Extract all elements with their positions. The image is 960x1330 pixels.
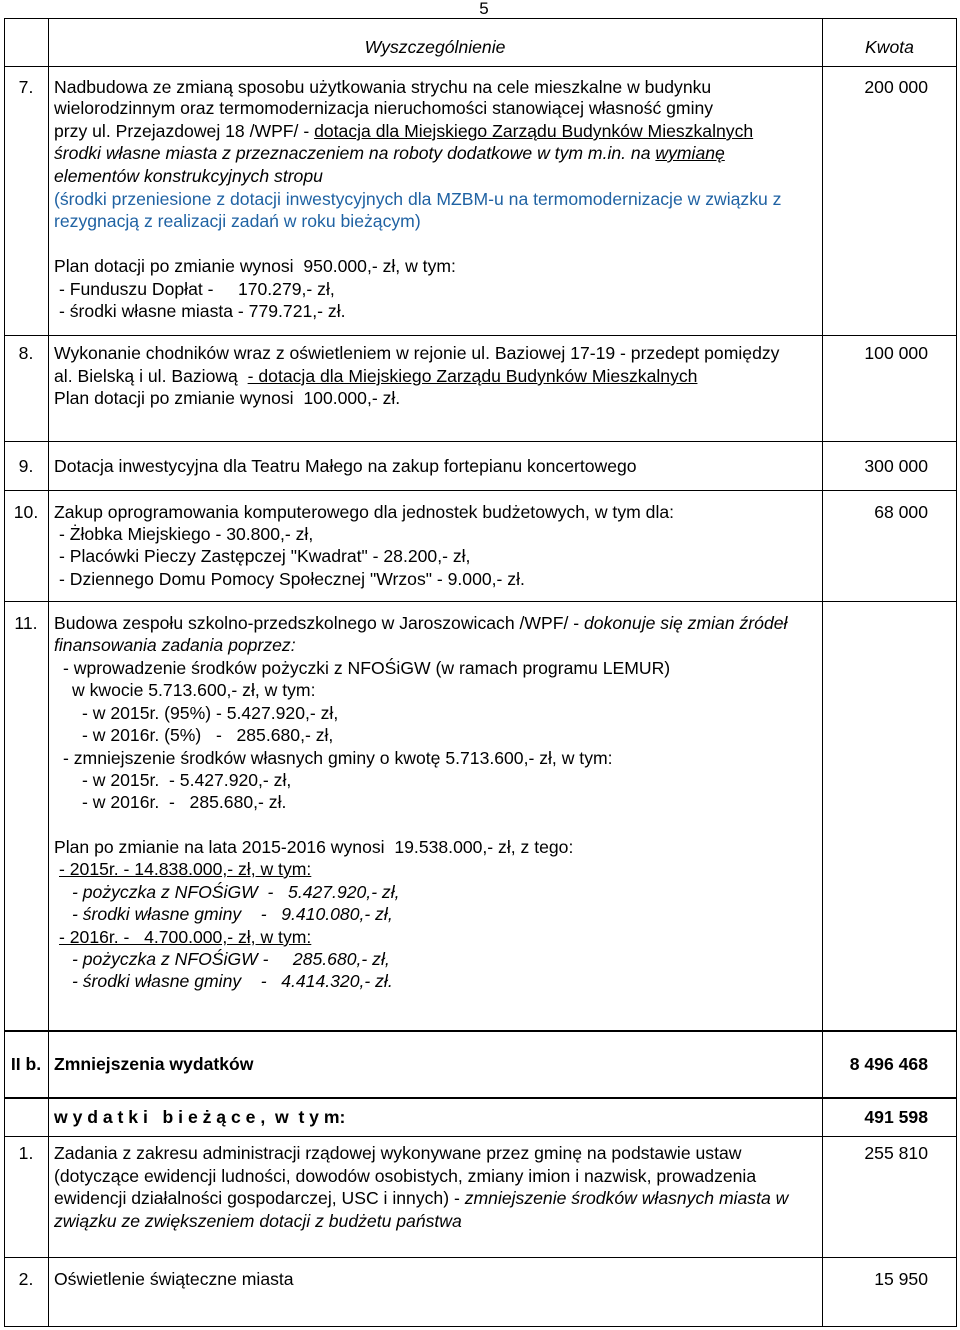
column-divider	[956, 18, 957, 1327]
subsection-amount: 491 598	[864, 1107, 928, 1127]
item-line	[54, 365, 697, 387]
line-text: - Funduszu Dopłat - 170.279,- zł,	[59, 279, 335, 299]
item-number: 11.	[14, 613, 38, 633]
line-text-italic: dokonuje się zmian źródeł	[584, 613, 788, 633]
item-line	[63, 657, 670, 679]
item-line	[54, 165, 323, 187]
row-divider	[4, 1136, 957, 1137]
line-text: rezygnacją z realizacji zadań w roku bieżącym)	[54, 211, 421, 231]
section-divider	[4, 1097, 957, 1099]
item-number: 10.	[13, 502, 39, 522]
item-line	[59, 858, 311, 880]
item-line	[54, 1165, 756, 1187]
line-text-underlined: dotacja dla Miejskiego Zarządu Budynków Mieszkalnych	[314, 121, 754, 141]
line-text-italic: zmniejszenie środków własnych miasta w	[464, 1188, 789, 1208]
line-text: Oświetlenie świąteczne miasta	[54, 1269, 294, 1289]
item-line	[54, 120, 753, 142]
item-line	[54, 455, 637, 477]
line-text: - środki własne miasta - 779.721,- zł.	[59, 301, 346, 321]
item-line	[72, 903, 393, 925]
line-text: - w 2015r. - 5.427.920,- zł,	[82, 770, 292, 790]
item-line	[72, 679, 315, 701]
line-text: środki własne miasta z przeznaczeniem na roboty dodatkowe w tym m.in. na	[54, 143, 656, 163]
line-text-underlined: - 2016r. - 4.700.000,- zł, w tym:	[59, 927, 312, 947]
item-line	[54, 612, 787, 634]
line-text: Wykonanie chodników wraz z oświetleniem w rejonie ul. Baziowej 17-19 - przedept pomiędzy	[54, 343, 780, 363]
line-text: - w 2016r. - 285.680,- zł.	[82, 792, 287, 812]
item-line	[59, 278, 335, 300]
item-line	[54, 1210, 462, 1232]
line-text: Zadania z zakresu administracji rządowej wykonywane przez gminę na podstawie ustaw	[54, 1143, 742, 1163]
column-divider	[822, 18, 823, 1327]
line-text: - Dziennego Domu Pomocy Społecznej "Wrzos" - 9.000,- zł.	[59, 569, 525, 589]
item-line	[72, 881, 400, 903]
item-line	[63, 747, 613, 769]
item-line	[54, 97, 713, 119]
line-text: ewidencji działalności gospodarczej, USC i innych) -	[54, 1188, 465, 1208]
item-line	[82, 791, 286, 813]
line-text: finansowania zadania poprzez:	[54, 635, 296, 655]
header-amount: Kwota	[865, 37, 914, 57]
section-number: II b.	[10, 1054, 42, 1074]
line-text-underlined: - dotacja dla Miejskiego Zarządu Budynków Mieszkalnych	[247, 366, 698, 386]
item-line	[59, 545, 470, 567]
item-line	[59, 300, 346, 322]
line-text: (środki przeniesione z dotacji inwestycyjnych dla MZBM-u na termomodernizacje w związku z	[54, 189, 782, 209]
item-amount: 300 000	[864, 456, 928, 476]
line-text: - w 2016r. (5%) - 285.680,- zł,	[82, 725, 334, 745]
item-number: 1.	[18, 1143, 34, 1163]
line-text: Zakup oprogramowania komputerowego dla jednostek budżetowych, w tym dla:	[54, 502, 675, 522]
item-amount: 15 950	[874, 1269, 928, 1289]
line-text: związku ze zwiększeniem dotacji z budżetu państwa	[54, 1211, 462, 1231]
item-line	[59, 568, 525, 590]
row-divider	[4, 1257, 957, 1258]
item-number: 9.	[18, 456, 34, 476]
row-divider	[4, 335, 957, 336]
item-line	[54, 76, 711, 98]
line-text: - pożyczka z NFOŚiGW - 5.427.920,- zł,	[72, 882, 400, 902]
subsection-title: w y d a t k i b i e ż ą c e , w t y m:	[54, 1107, 346, 1127]
line-text: - pożyczka z NFOŚiGW - 285.680,- zł,	[72, 949, 390, 969]
item-line	[59, 926, 311, 948]
section-title: Zmniejszenia wydatków	[54, 1054, 254, 1074]
column-divider	[48, 18, 49, 1327]
item-line	[82, 702, 338, 724]
item-line	[54, 501, 674, 523]
item-line	[72, 948, 390, 970]
line-text: Nadbudowa ze zmianą sposobu użytkowania strychu na cele mieszkalne w budynku	[54, 77, 712, 97]
item-line	[59, 523, 313, 545]
line-text: Dotacja inwestycyjna dla Teatru Małego na zakup fortepianu koncertowego	[54, 456, 637, 476]
table-top-border	[4, 18, 957, 19]
header-description: Wyszczególnienie	[364, 37, 506, 57]
item-line	[54, 1142, 741, 1164]
item-line	[54, 342, 779, 364]
line-text: Budowa zespołu szkolno-przedszkolnego w Jaroszowicach /WPF/ -	[54, 613, 584, 633]
item-amount: 200 000	[864, 77, 928, 97]
section-divider	[4, 1030, 957, 1032]
item-line	[82, 769, 291, 791]
item-amount: 255 810	[864, 1143, 928, 1163]
line-text: - Placówki Pieczy Zastępczej "Kwadrat" - 28.200,- zł,	[59, 546, 471, 566]
line-text: al. Bielską i ul. Baziową	[54, 366, 248, 386]
item-number: 2.	[18, 1269, 34, 1289]
item-line	[54, 142, 725, 164]
item-line	[54, 634, 296, 656]
item-line	[54, 1268, 294, 1290]
line-text: - Żłobka Miejskiego - 30.800,- zł,	[59, 524, 314, 544]
section-amount: 8 496 468	[849, 1054, 928, 1074]
item-amount: 68 000	[874, 502, 928, 522]
item-line-note	[54, 188, 781, 210]
item-line	[82, 724, 333, 746]
line-text: - wprowadzenie środków pożyczki z NFOŚiGW (w ramach programu LEMUR)	[63, 658, 671, 678]
row-divider	[4, 490, 957, 491]
column-divider	[4, 18, 5, 1327]
header-divider	[4, 66, 957, 67]
item-number: 8.	[18, 343, 34, 363]
line-text: elementów konstrukcyjnych stropu	[54, 166, 323, 186]
page-number: 5	[479, 0, 489, 18]
line-text-underlined: - 2015r. - 14.838.000,- zł, w tym:	[59, 859, 312, 879]
line-text: w kwocie 5.713.600,- zł, w tym:	[72, 680, 316, 700]
table-bottom-border	[4, 1326, 957, 1327]
line-text: Plan dotacji po zmianie wynosi 950.000,- zł, w tym:	[54, 256, 456, 276]
row-divider	[4, 601, 957, 602]
row-divider	[4, 441, 957, 442]
line-text: (dotyczące ewidencji ludności, dowodów osobistych, zmiany imion i nazwisk, prowadzenia	[54, 1166, 757, 1186]
line-text: Plan dotacji po zmianie wynosi 100.000,- zł.	[54, 388, 401, 408]
line-text: - środki własne gminy - 4.414.320,- zł.	[72, 971, 393, 991]
item-line	[72, 970, 393, 992]
line-text: - w 2015r. (95%) - 5.427.920,- zł,	[82, 703, 339, 723]
item-line	[54, 255, 456, 277]
item-amount: 100 000	[864, 343, 928, 363]
line-text: Plan po zmianie na lata 2015-2016 wynosi 19.538.000,- zł, z tego:	[54, 837, 574, 857]
item-line	[54, 836, 573, 858]
item-line	[54, 1187, 788, 1209]
line-text: - środki własne gminy - 9.410.080,- zł,	[72, 904, 393, 924]
line-text-underlined: wymianę	[655, 143, 725, 163]
line-text: wielorodzinnym oraz termomodernizacja nieruchomości stanowiącej własność gminy	[54, 98, 714, 118]
item-line	[54, 387, 400, 409]
item-line-note	[54, 210, 421, 232]
line-text: - zmniejszenie środków własnych gminy o kwotę 5.713.600,- zł, w tym:	[63, 748, 613, 768]
line-text: przy ul. Przejazdowej 18 /WPF/ -	[54, 121, 315, 141]
item-number: 7.	[18, 77, 34, 97]
